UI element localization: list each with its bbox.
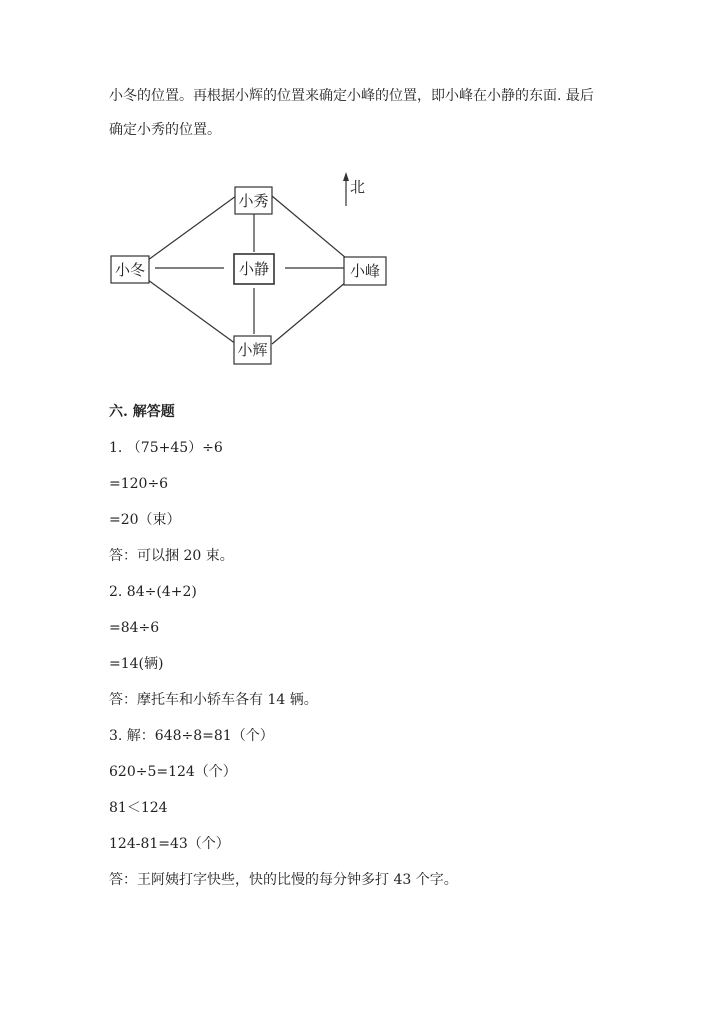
problem-3-line-1: 3. 解：648÷8=81（个） — [109, 728, 274, 744]
problem-3-line-3: 81＜124 — [109, 800, 168, 816]
node-bottom-label: 小辉 — [237, 341, 268, 359]
node-bottom — [234, 336, 271, 364]
problem-3-answer: 答：王阿姨打字快些，快的比慢的每分钟多打 43 个字。 — [109, 872, 458, 888]
edge-top-right — [272, 196, 346, 258]
edge-right-bottom — [272, 282, 346, 344]
problem-2-line-3: =14(辆) — [109, 656, 164, 672]
problem-1-line-2: =120÷6 — [109, 476, 169, 492]
node-top-label: 小秀 — [238, 192, 269, 210]
problem-2-line-1: 2. 84÷(4+2) — [109, 584, 197, 600]
problem-1-line-1: 1. （75+45）÷6 — [109, 440, 223, 456]
section-title: 六. 解答题 — [109, 404, 175, 420]
north-label: 北 — [350, 178, 366, 196]
problem-3-line-4: 124-81=43（个） — [109, 836, 230, 852]
problem-2-line-2: =84÷6 — [109, 620, 160, 636]
edge-left-bottom — [148, 280, 236, 344]
problem-3-line-2: 620÷5=124（个） — [109, 764, 237, 780]
node-top — [235, 187, 272, 214]
node-left — [111, 256, 149, 283]
node-right-label: 小峰 — [349, 262, 381, 280]
intro-line-1: 小冬的位置。再根据小辉的位置来确定小峰的位置，即小峰在小静的东面. 最后 — [109, 88, 594, 104]
intro-line-2: 确定小秀的位置。 — [109, 122, 221, 138]
north-arrow-icon — [343, 172, 349, 206]
problem-1-line-3: =20（束） — [109, 512, 181, 528]
node-right — [344, 257, 386, 285]
node-left-label: 小冬 — [114, 261, 146, 279]
problem-1-answer: 答：可以捆 20 束。 — [109, 548, 234, 564]
edge-top-left — [148, 196, 236, 260]
problem-2-answer: 答：摩托车和小轿车各有 14 辆。 — [109, 692, 318, 708]
node-center-label: 小静 — [238, 260, 270, 278]
position-diagram — [0, 0, 720, 400]
node-center — [234, 254, 274, 284]
